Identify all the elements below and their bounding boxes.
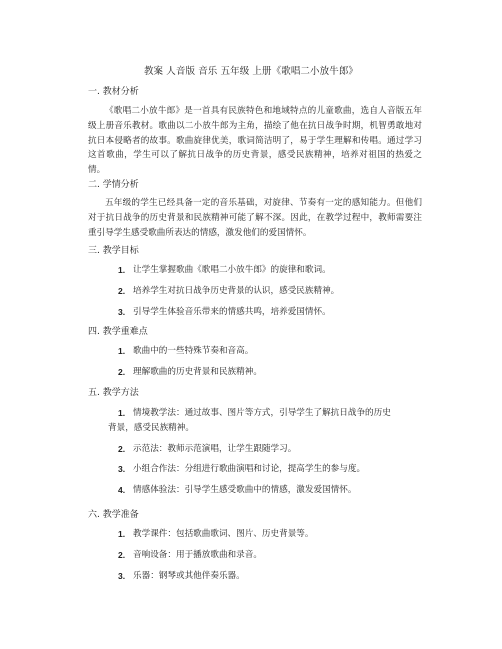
- list-item: [0, 462, 422, 477]
- section-paragraph-students: 五年级的学生已经具备一定的音乐基础，对旋律、节奏有一定的感知能力。但他们对于抗日战争的历史背景和民族精神可能了解不深。因此，在教学过程中，教师需要注重引导学生感受歌曲所表达的情感，激发他们的爱国情怀。: [88, 198, 422, 238]
- item-number: 2.: [118, 366, 126, 377]
- list-item: [0, 442, 422, 457]
- section-heading-key-points: 四. 教学重难点: [88, 327, 148, 337]
- item-text: 让学生掌握歌曲《歌唱二小放牛郎》的旋律和歌词。: [133, 265, 331, 275]
- list-item: [0, 284, 422, 299]
- section-paragraph-materials: 《歌唱二小放牛郎》是一首具有民族特色和地域特点的儿童歌曲，选自人音版五年级上册音乐教材。歌曲以二小放牛郎为主角，描绘了他在抗日战争时期，机智勇敢地对抗日本侵略者的故事。歌曲旋律优美，歌词简洁明了，易于学生理解和传唱。通过学习这首歌曲，学生可以了解抗日战争的历史背景，感受民族精神，培养对祖国的热爱之情。: [88, 106, 422, 176]
- list-item: [0, 548, 422, 563]
- document-title: 教案 人音版 音乐 五年级 上册《歌唱二小放牛郎》: [143, 66, 359, 77]
- list-item: [0, 344, 422, 359]
- item-number: 3.: [118, 464, 126, 475]
- key-points-list: [0, 344, 502, 380]
- section-heading-methods: 五. 教学方法: [88, 388, 139, 398]
- item-number: 3.: [118, 570, 126, 581]
- list-item: [0, 263, 422, 278]
- item-number: 2.: [118, 443, 126, 454]
- item-number: 2.: [118, 549, 126, 560]
- item-text: 歌曲中的一些特殊节奏和音高。: [133, 346, 254, 356]
- item-number: 2.: [118, 285, 126, 296]
- item-text: 培养学生对抗日战争历史背景的认识，感受民族精神。: [133, 285, 340, 296]
- item-text-continued: 背景，感受民族精神。: [108, 422, 194, 433]
- item-text: 理解歌曲的历史背景和民族精神。: [133, 366, 262, 377]
- list-item: [0, 483, 422, 498]
- section-heading-goals: 三. 教学目标: [88, 246, 139, 256]
- item-text: 教学课件：包括歌曲歌词、图片、历史背景等。: [133, 529, 314, 539]
- preparation-list: [0, 527, 502, 583]
- item-number: 1.: [118, 408, 126, 418]
- list-item: [0, 365, 422, 380]
- item-text: 乐器：钢琴或其他伴奏乐器。: [133, 570, 245, 581]
- item-number: 3.: [118, 306, 126, 317]
- item-number: 1.: [118, 529, 126, 539]
- item-number: 1.: [118, 346, 126, 356]
- item-text: 引导学生体验音乐带来的情感共鸣，培养爱国情怀。: [133, 306, 331, 317]
- item-text: 情境教学法：通过故事、图片等方式，引导学生了解抗日战争的历史: [133, 408, 391, 418]
- list-item: [0, 406, 422, 436]
- list-item: [0, 527, 422, 542]
- item-text: 音响设备：用于播放歌曲和录音。: [133, 549, 262, 560]
- item-text: 小组合作法：分组进行歌曲演唱和讨论，提高学生的参与度。: [133, 464, 366, 475]
- section-heading-materials: 一. 教材分析: [88, 87, 139, 97]
- methods-list: [0, 406, 502, 498]
- item-text: 情感体验法：引导学生感受歌曲中的情感，激发爱国情怀。: [133, 485, 357, 496]
- item-text: 示范法：教师示范演唱，让学生跟随学习。: [133, 443, 297, 454]
- section-heading-students: 二. 学情分析: [88, 180, 139, 190]
- list-item: [0, 569, 422, 584]
- section-heading-preparation: 六. 教学准备: [88, 510, 139, 520]
- item-number: 4.: [118, 485, 126, 496]
- list-item: [0, 305, 422, 320]
- item-number: 1.: [118, 265, 126, 275]
- goals-list: [0, 263, 502, 319]
